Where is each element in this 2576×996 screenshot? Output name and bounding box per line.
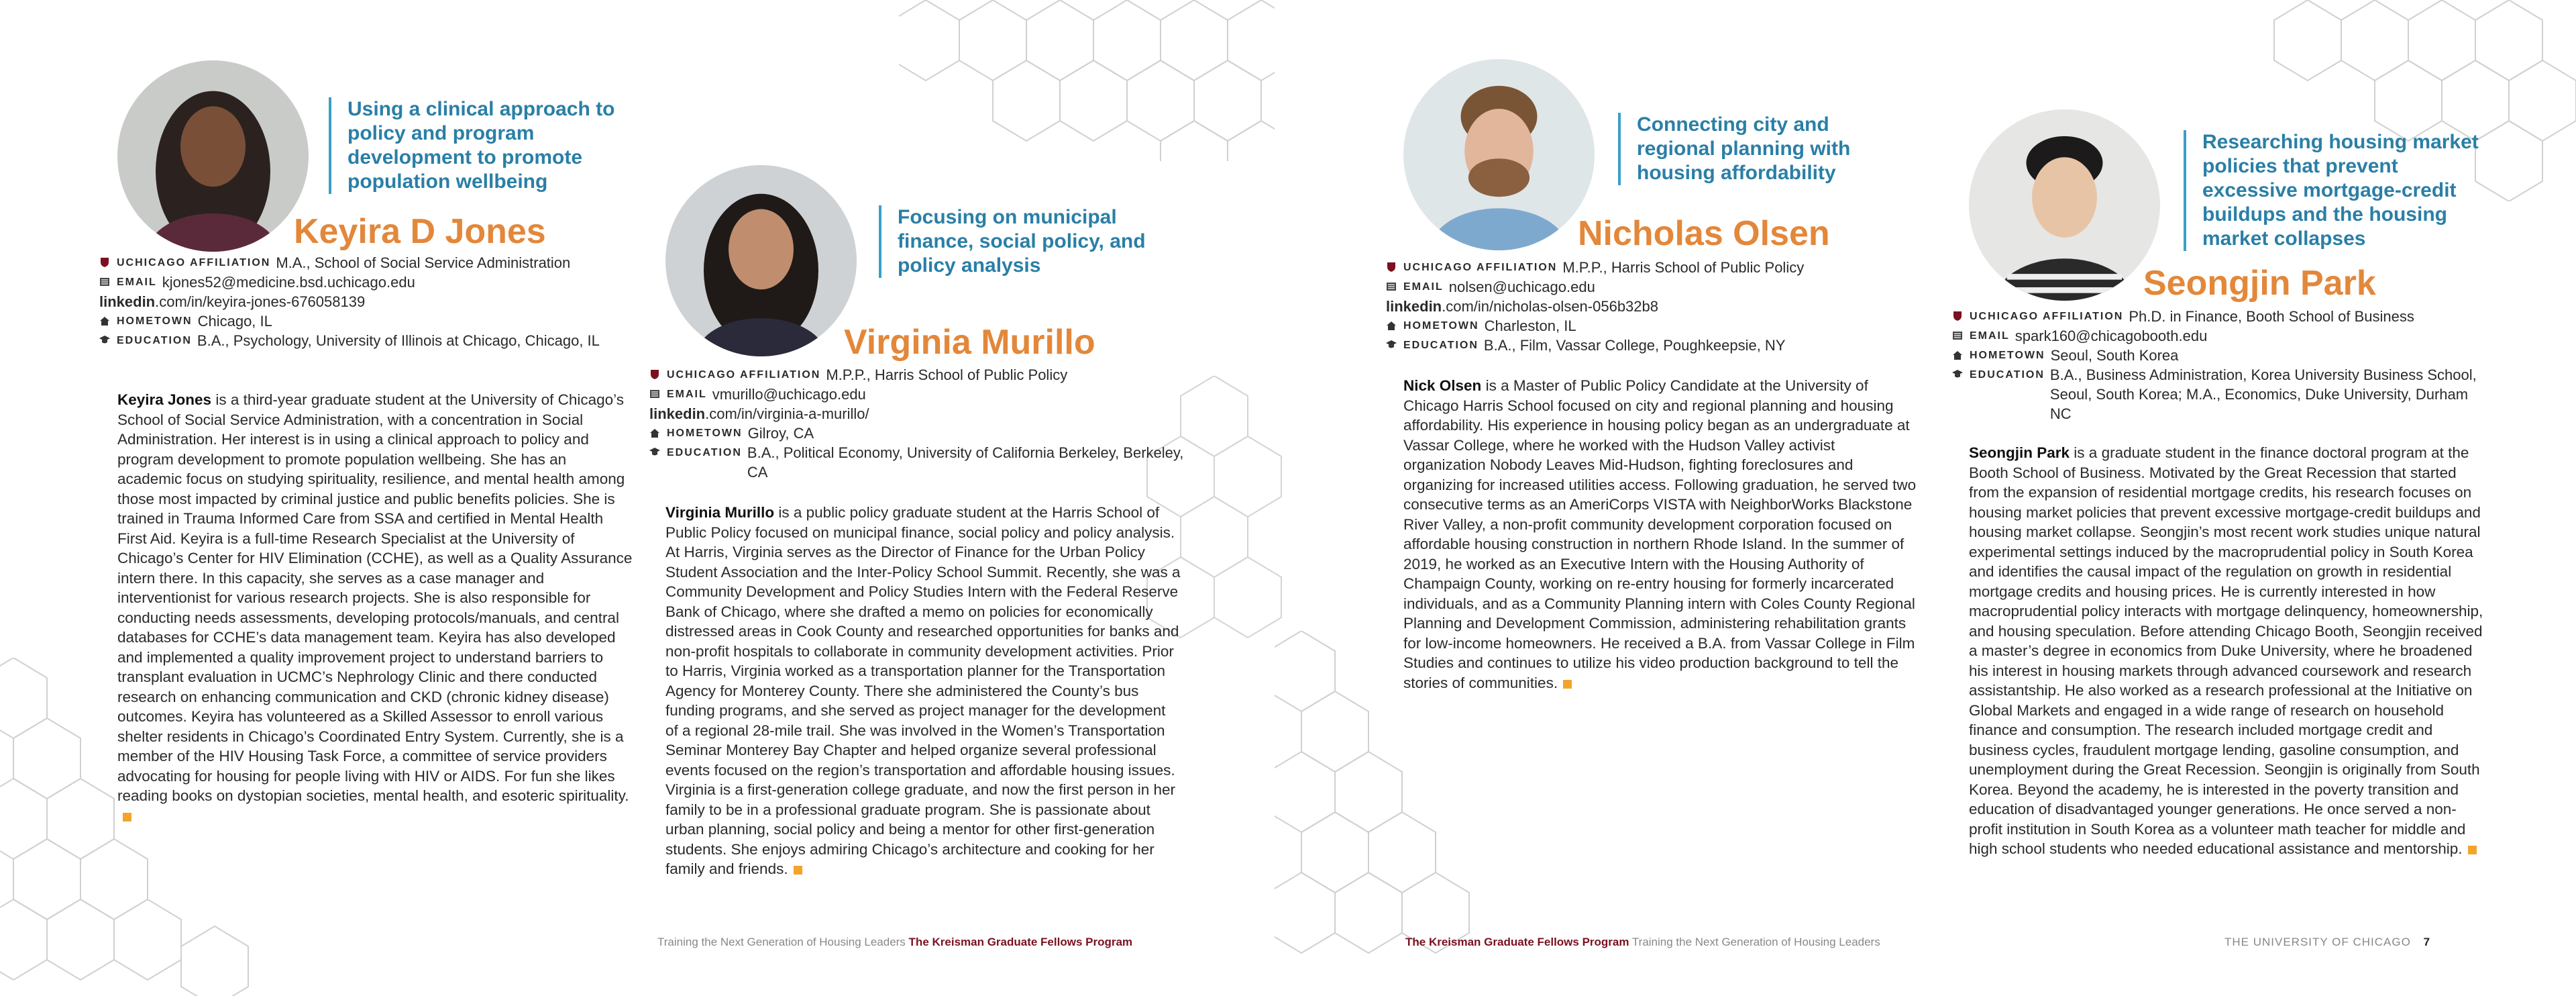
details-list (1952, 307, 2489, 424)
details-list (649, 365, 1186, 482)
email-icon (1952, 330, 1963, 341)
education-value: B.A., Business Administration, Korea University Business School, Seoul, South Korea; M.A., Economics, Duke University, Durham NC (2049, 366, 2477, 422)
education-row (649, 443, 1186, 482)
footer-program-name: The Kreisman Graduate Fellows Program (1405, 936, 1629, 948)
end-mark-icon (123, 813, 131, 821)
affiliation-label: UCHICAGO AFFILIATION (1970, 311, 2124, 322)
email-row (1386, 277, 1923, 297)
hometown-row (649, 424, 1186, 443)
footer-series-text: Training the Next Generation of Housing Leaders (657, 936, 906, 948)
house-icon (649, 428, 660, 438)
tagline: Researching housing market policies that prevent excessive mortgage-credit buildups and the housing market collapses (2184, 130, 2491, 251)
education-label: EDUCATION (1970, 369, 2045, 381)
education-value: B.A., Psychology, University of Illinois at Chicago, Chicago, IL (197, 332, 600, 349)
footer-program-name: The Kreisman Graduate Fellows Program (908, 936, 1133, 948)
linkedin-link[interactable]: .com/in/nicholas-olsen-056b32b8 (1442, 298, 1658, 315)
hometown-label: HOMETOWN (1970, 350, 2045, 361)
bio-name: Virginia Murillo (665, 504, 775, 521)
hometown-row (1952, 346, 2489, 365)
email-label: EMAIL (1970, 330, 2010, 342)
hometown-value: Gilroy, CA (747, 425, 814, 442)
affiliation-row (1952, 307, 2489, 326)
linkedin-label: linkedin (649, 405, 706, 422)
hometown-value: Charleston, IL (1484, 317, 1576, 334)
tagline: Using a clinical approach to policy and program development to promote population wellbeing (329, 97, 629, 194)
hometown-label: HOMETOWN (1403, 320, 1479, 332)
email-label: EMAIL (1403, 281, 1444, 293)
graduation-cap-icon (1952, 369, 1963, 380)
footer-right-page-left (1405, 936, 1880, 949)
affiliation-value: M.A., School of Social Service Administration (276, 254, 571, 271)
hometown-value: Chicago, IL (197, 313, 272, 330)
affiliation-row (649, 365, 1186, 385)
education-value: B.A., Film, Vassar College, Poughkeepsie, NY (1483, 337, 1786, 354)
house-icon (1386, 320, 1397, 331)
fellow-name: Nicholas Olsen (1578, 214, 1830, 253)
affiliation-value: M.P.P., Harris School of Public Policy (826, 366, 1068, 383)
footer-university: THE UNIVERSITY OF CHICAGO (2224, 936, 2411, 948)
email-icon (649, 389, 660, 399)
affiliation-label: UCHICAGO AFFILIATION (667, 369, 821, 381)
affiliation-row (1386, 258, 1923, 277)
email-link[interactable]: kjones52@medicine.bsd.uchicago.edu (162, 274, 415, 291)
biography (117, 390, 634, 826)
fellow-name: Seongjin Park (2143, 264, 2376, 303)
footer-left-page (657, 936, 1132, 949)
hometown-row (1386, 316, 1923, 336)
linkedin-row (99, 292, 636, 311)
graduation-cap-icon (1386, 340, 1397, 350)
fellow-name: Keyira D Jones (294, 212, 546, 251)
hometown-value: Seoul, South Korea (2050, 347, 2179, 364)
education-value: B.A., Political Economy, University of California Berkeley, Berkeley, CA (747, 444, 1184, 481)
linkedin-link[interactable]: .com/in/keyira-jones-676058139 (155, 293, 366, 310)
email-row (99, 272, 636, 292)
portrait-photo (117, 60, 309, 252)
education-row (99, 331, 636, 350)
linkedin-row (649, 404, 1186, 424)
house-icon (99, 315, 110, 326)
fellow-name: Virginia Murillo (844, 323, 1095, 362)
education-row (1952, 365, 2489, 424)
education-label: EDUCATION (667, 447, 742, 458)
end-mark-icon (2468, 846, 2477, 854)
shield-icon (1386, 262, 1397, 272)
email-icon (1386, 281, 1397, 292)
biography (1969, 443, 2485, 859)
graduation-cap-icon (649, 447, 660, 458)
bio-name: Keyira Jones (117, 391, 212, 408)
linkedin-label: linkedin (1386, 298, 1442, 315)
education-row (1386, 336, 1923, 355)
end-mark-icon (1563, 680, 1572, 689)
biography (665, 503, 1182, 879)
email-row (1952, 326, 2489, 346)
shield-icon (99, 257, 110, 268)
portrait-photo (665, 165, 857, 356)
email-link[interactable]: vmurillo@uchicago.edu (712, 386, 866, 403)
affiliation-row (99, 253, 636, 272)
tagline: Focusing on municipal finance, social policy, and policy analysis (879, 205, 1146, 278)
hexagon-pattern-top-left-page (899, 0, 1275, 161)
bio-name: Seongjin Park (1969, 444, 2070, 461)
affiliation-label: UCHICAGO AFFILIATION (1403, 262, 1558, 273)
email-label: EMAIL (117, 277, 157, 288)
tagline: Connecting city and regional planning with housing affordability (1618, 113, 1892, 185)
email-link[interactable]: spark160@chicagobooth.edu (2015, 328, 2208, 344)
email-label: EMAIL (667, 389, 707, 400)
bio-text: is a public policy graduate student at the Harris School of Public Policy focused on municipal finance, social policy and policy analysis. At Harris, Virginia serves as the Director of Finance for the Urban Policy Student Association and the Inter-Policy School Summit. Recently, she was a Community Development and Policy Studies Intern with the Federal Reserve Bank of Chicago, where she drafted a memo on policies for economically distressed areas in Cook County and researched opportunities for banks and non-profit hospitals to collaborate in community development activities. Prior to Harris, Virginia worked as a transportation planner for the Transportation Agency for Monterey County. There she administered the County’s bus funding programs, and she served as project manager for the development of a regional 28-mile trail. She was involved in the Women’s Transportation Seminar Monterey Bay Chapter and helped organize several professional events focused on the region’s transportation and affordable housing issues. Virginia is a first-generation college graduate, and now the first person in her family to be in a professional graduate program. She is passionate about urban planning, social policy and being a mentor for other first-generation students. She enjoys admiring Chicago’s architecture and cooking for her family and friends. (665, 504, 1181, 877)
portrait-photo (1969, 109, 2160, 301)
hometown-label: HOMETOWN (667, 428, 743, 439)
biography (1403, 376, 1920, 693)
bio-text: is a third-year graduate student at the University of Chicago’s School of Social Service Administration, with a concentration in Social Administration. Her interest is in using a clinical approach to policy and program development to promote population wellbeing. She has an academic focus on studying spirituality, resilience, and mental health among those most impacted by criminal justice and public benefits policies. She is trained in Trauma Informed Care from SSA and certified in Mental Health First Aid. Keyira is a full-time Research Specialist at the University of Chicago’s Center for HIV Elimination (CCHE), as well as a Quality Assurance intern there. In this capacity, she serves as a case manager and interventionist for various research projects. She is also responsible for conducting needs assessments, developing protocols/manuals, and central databases for CCHE’s data management team. Keyira has also developed and implemented a quality improvement project to understand barriers to transplant evaluation in UCMC’s Nephrology Clinic and there conducted research on enhancing communication and CKD (chronic kidney disease) outcomes. Keyira has volunteered as a Skilled Assessor to enroll various shelter residents in Chicago’s Coordinated Entry System. Currently, she is a member of the HIV Housing Task Force, a committee of service providers advocating for housing for people living with HIV or AIDS. For fun she likes reading books on dystopian societies, mental health, and esoteric spirituality. (117, 391, 633, 804)
shield-icon (1952, 311, 1963, 321)
hometown-label: HOMETOWN (117, 315, 193, 327)
page-number: 7 (2423, 936, 2430, 948)
portrait-photo (1403, 59, 1595, 250)
linkedin-label: linkedin (99, 293, 156, 310)
house-icon (1952, 350, 1963, 360)
affiliation-label: UCHICAGO AFFILIATION (117, 257, 271, 268)
footer-series-text: Training the Next Generation of Housing Leaders (1631, 936, 1880, 948)
graduation-cap-icon (99, 335, 110, 346)
email-row (649, 385, 1186, 404)
education-label: EDUCATION (117, 335, 192, 346)
bio-text: is a Master of Public Policy Candidate at the University of Chicago Harris School focused on city and regional planning and housing affordability. His experience in housing policy began as an undergraduate at Vassar College, where he worked with the Hudson Valley activist organization Nobody Leaves Mid-Hudson, fighting foreclosures and organizing for increased utilities access. Following graduation, he served two consecutive terms as an AmeriCorps VISTA with NeighborWorks Blackstone River Valley, a non-profit community development corporation focused on affordable housing construction in northern Rhode Island. In the summer of 2019, he worked as an Executive Intern with the Housing Authority of Champaign County, working on re-entry housing for formerly incarcerated individuals, and as a Community Planning intern with Coles County Regional Planning and Development Commission, administering rehabilitation grants for low-income homeowners. He received a B.A. from Vassar College in Film Studies and continues to utilize his video production background to tell the stories of communities. (1403, 377, 1917, 691)
linkedin-row (1386, 297, 1923, 316)
footer-right-page-right (2224, 936, 2430, 949)
email-icon (99, 277, 110, 287)
hometown-row (99, 311, 636, 331)
details-list (1386, 258, 1923, 355)
bio-text: is a graduate student in the finance doctoral program at the Booth School of Business. Motivated by the Great Recession that started from the expansion of residential mortgage credits, his research focuses on housing market policies that prevent excessive mortgage-credit buildups and housing market collapse. Seongjin’s most recent work studies unique natural experimental settings induced by the macroprudential policy in South Korea and identifies the causal impact of the regulation on growth in residential mortgage credits and housing prices. He is currently interested in how macroprudential policy interacts with mortgage delinquency, homeownership, and housing speculation. Before attending Chicago Booth, Seongjin received a master’s degree in economics from Duke University, where he broadened his interest in housing markets through advanced coursework and research assistantship. He also worked as a research professional at the Initiative on Global Markets and engaged in a wide range of research on household finance and consumption. The research included mortgage credit and business cycles, fraudulent mortgage lending, gasoline consumption, and unemployment during the Great Recession. Seongjin is originally from South Korea. Beyond the academy, he is interested in the poverty transition and education of disadvantaged younger generations. He once served a non-profit institution in South Korea as a volunteer math teacher for middle and high school students who needed educational assistance and mentorship. (1969, 444, 2483, 857)
affiliation-value: M.P.P., Harris School of Public Policy (1562, 259, 1805, 276)
linkedin-link[interactable]: .com/in/virginia-a-murillo/ (705, 405, 869, 422)
email-link[interactable]: nolsen@uchicago.edu (1448, 279, 1595, 295)
end-mark-icon (794, 866, 802, 875)
affiliation-value: Ph.D. in Finance, Booth School of Business (2129, 308, 2414, 325)
details-list (99, 253, 636, 350)
bio-name: Nick Olsen (1403, 377, 1482, 394)
shield-icon (649, 369, 660, 380)
education-label: EDUCATION (1403, 340, 1479, 351)
